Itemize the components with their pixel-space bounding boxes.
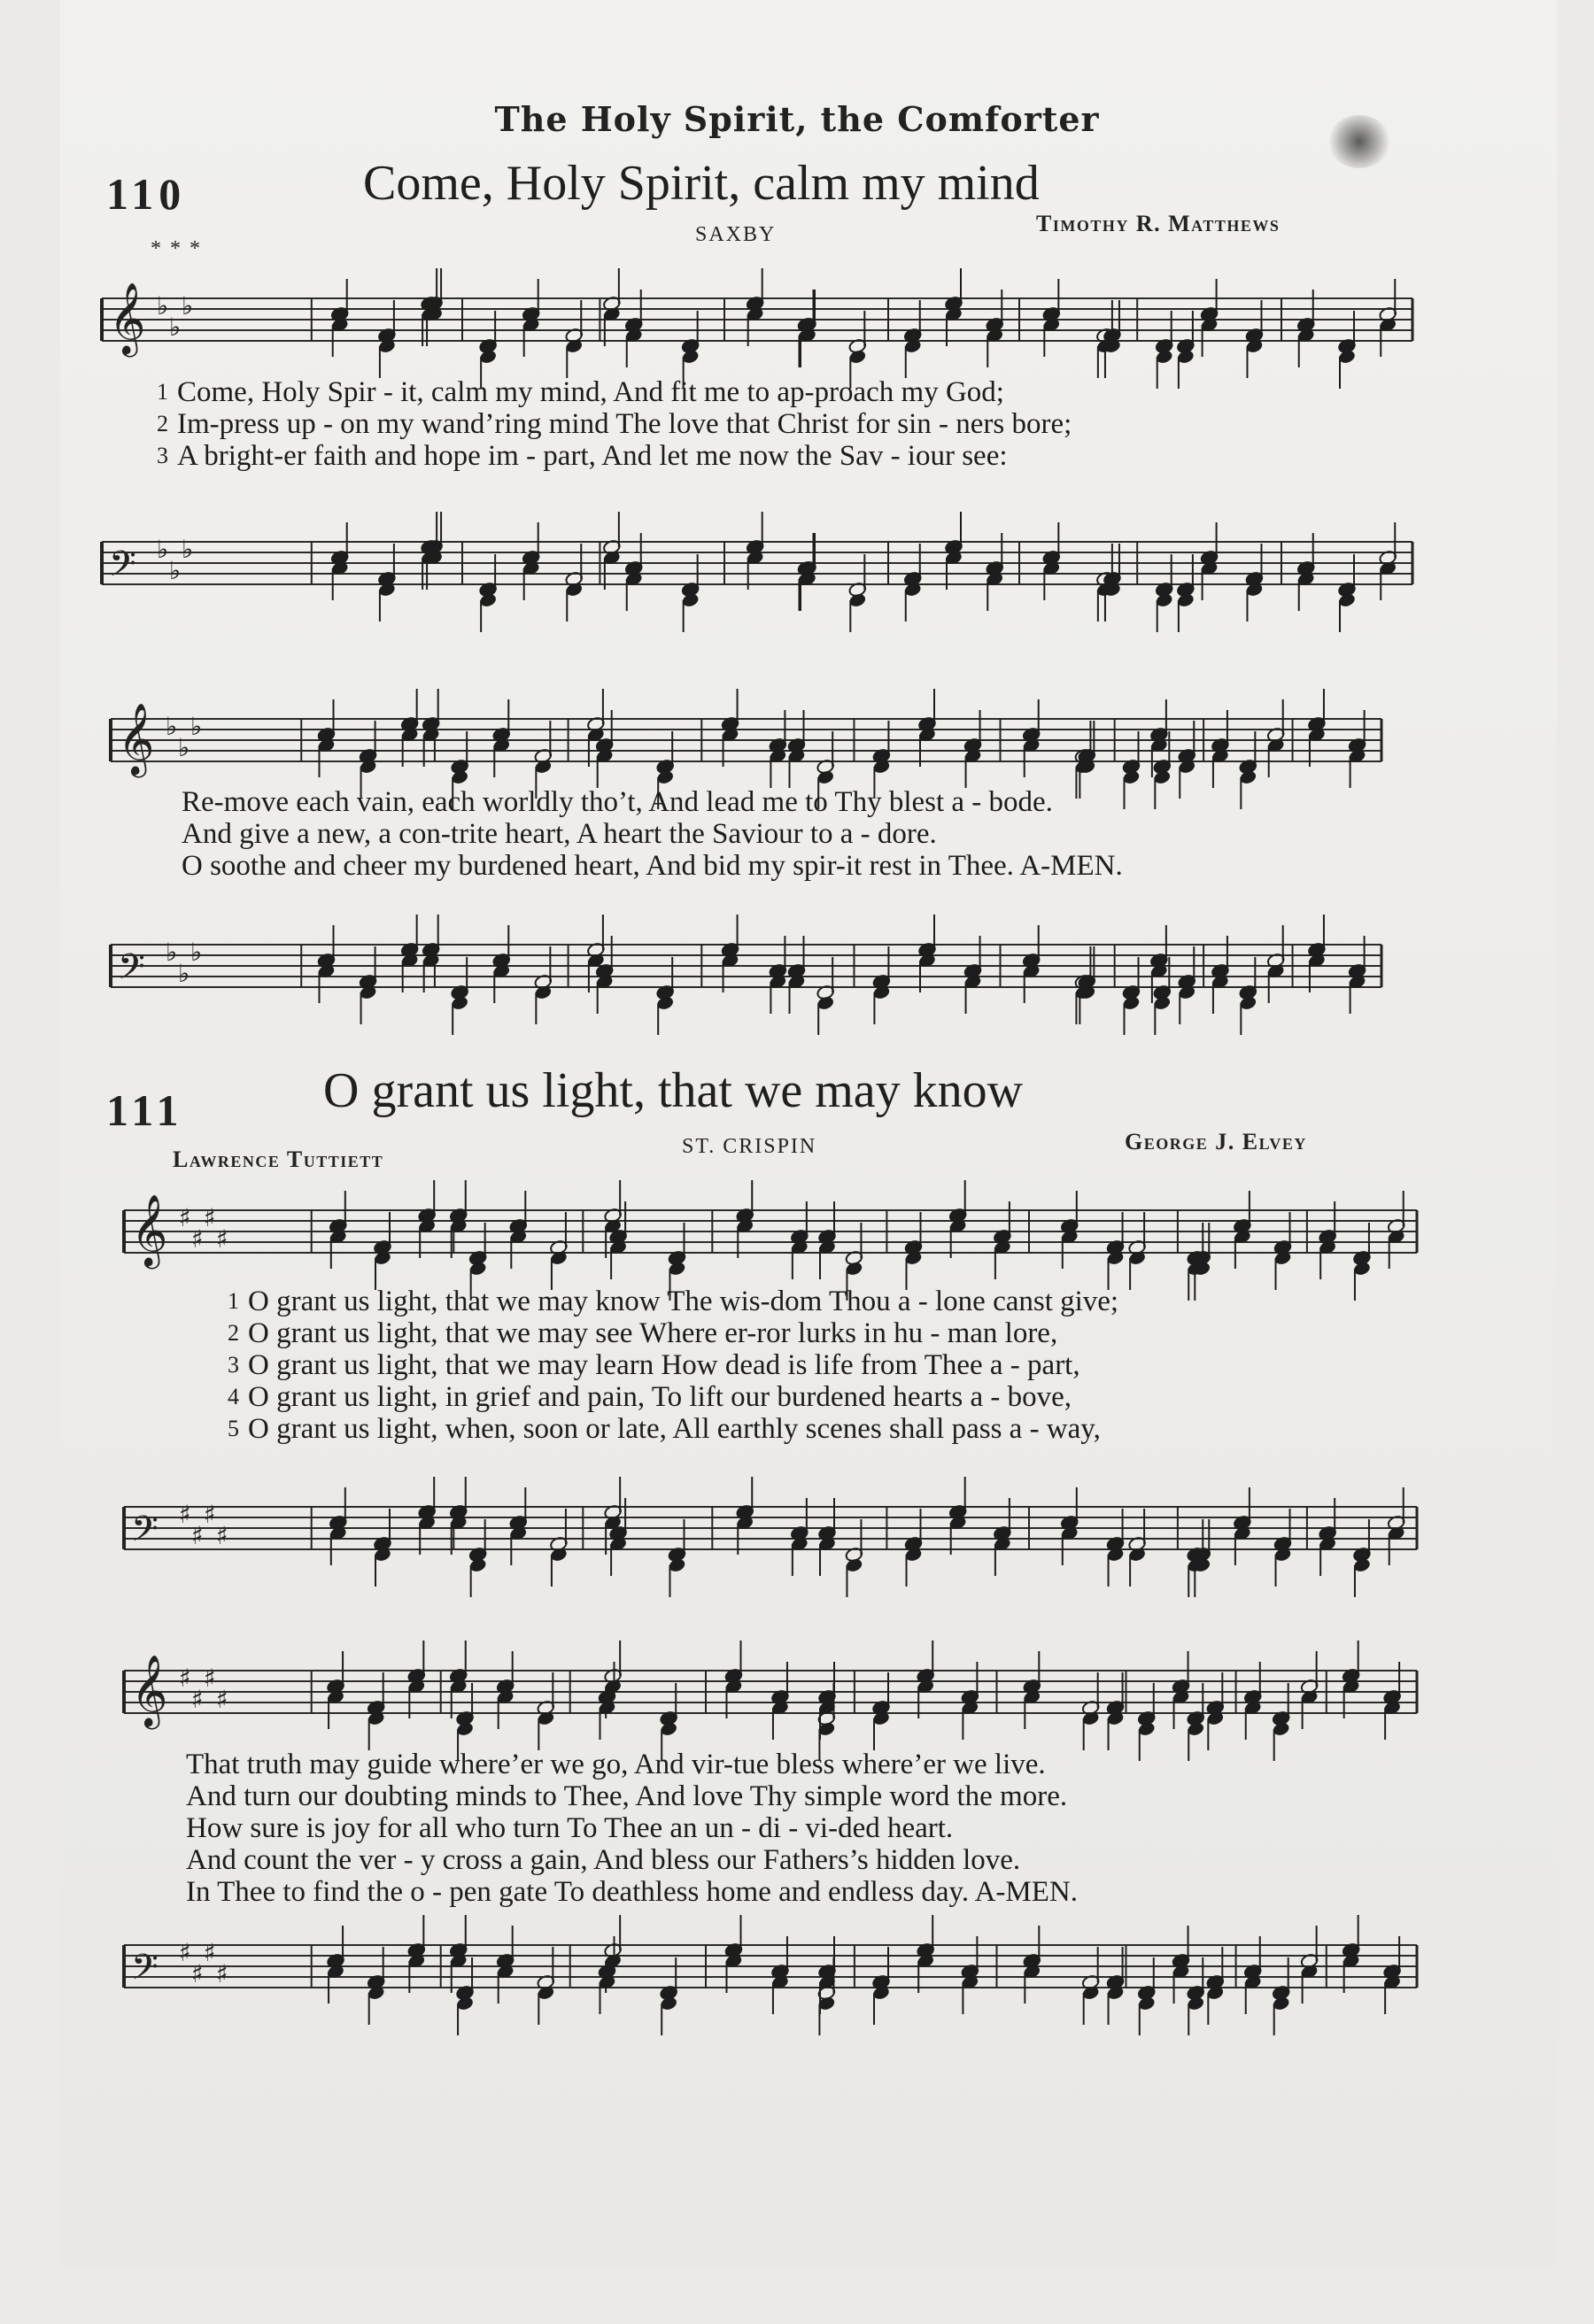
bass-clef-icon: 𝄢 <box>109 544 136 593</box>
verse-line: 3 O grant us light, that we may learn How dead is life from Thee a - part, <box>228 1349 1080 1381</box>
key-signature-accidental-icon: ♯ <box>179 1938 191 1967</box>
hymn-111-bass-staff-2 <box>106 1926 1417 2014</box>
key-signature-accidental-icon: ♯ <box>179 1500 191 1529</box>
verse-line: In Thee to find the o - pen gate To deathless home and endless day. A-MEN. <box>186 1876 1078 1908</box>
hymn-111-treble-staff-1 <box>106 1191 1417 1288</box>
hymn-110-verses-part1 <box>142 376 1072 472</box>
verse-line: 1 O grant us light, that we may know The wis-dom Thou a - lone canst give; <box>228 1286 1119 1317</box>
key-signature-accidental-icon: ♯ <box>204 1938 216 1967</box>
key-signature-accidental-icon: ♭ <box>166 712 178 741</box>
key-signature-accidental-icon: ♭ <box>166 938 178 967</box>
key-signature-accidental-icon: ♭ <box>182 535 194 564</box>
key-signature-accidental-icon: ♭ <box>190 938 203 967</box>
key-signature-accidental-icon: ♯ <box>204 1664 216 1693</box>
key-signature-accidental-icon: ♯ <box>204 1203 216 1232</box>
hymn-111-title: O grant us light, that we may know <box>323 1063 1024 1118</box>
key-signature-accidental-icon: ♯ <box>191 1521 204 1550</box>
hymn-111-verses-part1 <box>213 1286 1118 1445</box>
key-signature-accidental-icon: ♭ <box>178 959 190 988</box>
verse-line: 2 O grant us light, that we may see Where er-ror lurks in hu - man lore, <box>228 1317 1058 1349</box>
key-signature-accidental-icon: ♯ <box>204 1500 216 1529</box>
verse-line: Re-move each vain, each worldly tho’t, And lead me to Thy blest a - bode. <box>182 786 1053 818</box>
key-signature-accidental-icon: ♯ <box>179 1203 191 1232</box>
key-signature-accidental-icon: ♯ <box>216 1685 228 1714</box>
key-signature-accidental-icon: ♯ <box>216 1521 228 1550</box>
hymn-111-tune: ST. CRISPIN <box>682 1135 817 1158</box>
key-signature-accidental-icon: ♭ <box>157 535 169 564</box>
key-signature-accidental-icon: ♯ <box>216 1959 228 1988</box>
key-signature-accidental-icon: ♯ <box>179 1664 191 1693</box>
verse-line: 3 A bright-er faith and hope im - part, And let me now the Sav - iour see: <box>157 440 1008 472</box>
key-signature-accidental-icon: ♯ <box>216 1224 228 1254</box>
hymn-111-composer: George J. Elvey <box>1125 1129 1307 1154</box>
verse-line: 2 Im-press up - on my wand’ring mind The love that Christ for sin - ners bore; <box>157 408 1072 440</box>
hymn-110-tune: SAXBY <box>695 223 777 246</box>
key-signature-accidental-icon: ♯ <box>191 1685 204 1714</box>
hymn-110-bass-staff-1 <box>84 522 1412 611</box>
hymn-110-meter: * * * <box>151 237 202 260</box>
verse-line: 4 O grant us light, in grief and pain, To lift our burdened hearts a - bove, <box>228 1381 1072 1413</box>
hymn-110-verses-part2 <box>182 786 1123 882</box>
key-signature-accidental-icon: ♯ <box>191 1224 204 1254</box>
hymn-110-treble-staff-2 <box>93 699 1381 797</box>
key-signature-accidental-icon: ♭ <box>169 556 182 585</box>
bass-clef-icon: 𝄢 <box>131 1509 159 1558</box>
verse-line: 5 O grant us light, when, soon or late, All earthly scenes shall pass a - way, <box>228 1413 1101 1445</box>
verse-line: And count the ver - y cross a gain, And bless our Fathers’s hidden love. <box>186 1844 1021 1876</box>
key-signature-accidental-icon: ♭ <box>178 733 190 762</box>
hymn-110-number: 110 <box>106 169 187 219</box>
verse-line: That truth may guide where’er we go, And vir-tue bless where’er we live. <box>186 1749 1046 1780</box>
verse-line: How sure is joy for all who turn To Thee an un - di - vi-ded heart. <box>186 1812 954 1844</box>
bass-clef-icon: 𝄢 <box>118 946 145 996</box>
hymn-111-bass-staff-1 <box>106 1487 1417 1576</box>
treble-clef-icon: 𝄞 <box>109 282 146 354</box>
verse-line: O soothe and cheer my burdened heart, And bid my spir-it rest in Thee. A-MEN. <box>182 850 1123 882</box>
bass-clef-icon: 𝄢 <box>131 1947 159 1996</box>
key-signature-accidental-icon: ♭ <box>190 712 203 741</box>
key-signature-accidental-icon: ♭ <box>182 291 194 320</box>
treble-clef-icon: 𝄞 <box>131 1654 168 1726</box>
hymn-111-treble-staff-2 <box>106 1651 1417 1749</box>
section-header: The Holy Spirit, the Comforter <box>494 99 1100 139</box>
verse-line: And give a new, a con-trite heart, A heart the Saviour to a - dore. <box>182 818 937 850</box>
hymn-110-treble-staff-1 <box>84 279 1412 385</box>
key-signature-accidental-icon: ♭ <box>157 291 169 320</box>
treble-clef-icon: 𝄞 <box>131 1193 168 1266</box>
hymn-110-title: Come, Holy Spirit, calm my mind <box>363 156 1040 211</box>
verse-line: And turn our doubting minds to Thee, And love Thy simple word the more. <box>186 1780 1068 1812</box>
hymn-111-number: 111 <box>106 1085 184 1135</box>
hymn-110-composer: Timothy R. Matthews <box>1036 211 1281 236</box>
hymn-111-author: Lawrence Tuttiett <box>173 1147 384 1172</box>
key-signature-accidental-icon: ♯ <box>191 1959 204 1988</box>
verse-line: 1 Come, Holy Spir - it, calm my mind, And fit me to ap-proach my God; <box>157 376 1004 408</box>
hymn-111-verses-part2 <box>186 1749 1078 1908</box>
key-signature-accidental-icon: ♭ <box>169 313 182 342</box>
treble-clef-icon: 𝄞 <box>118 702 155 775</box>
hymn-110-bass-staff-2 <box>93 925 1381 1014</box>
